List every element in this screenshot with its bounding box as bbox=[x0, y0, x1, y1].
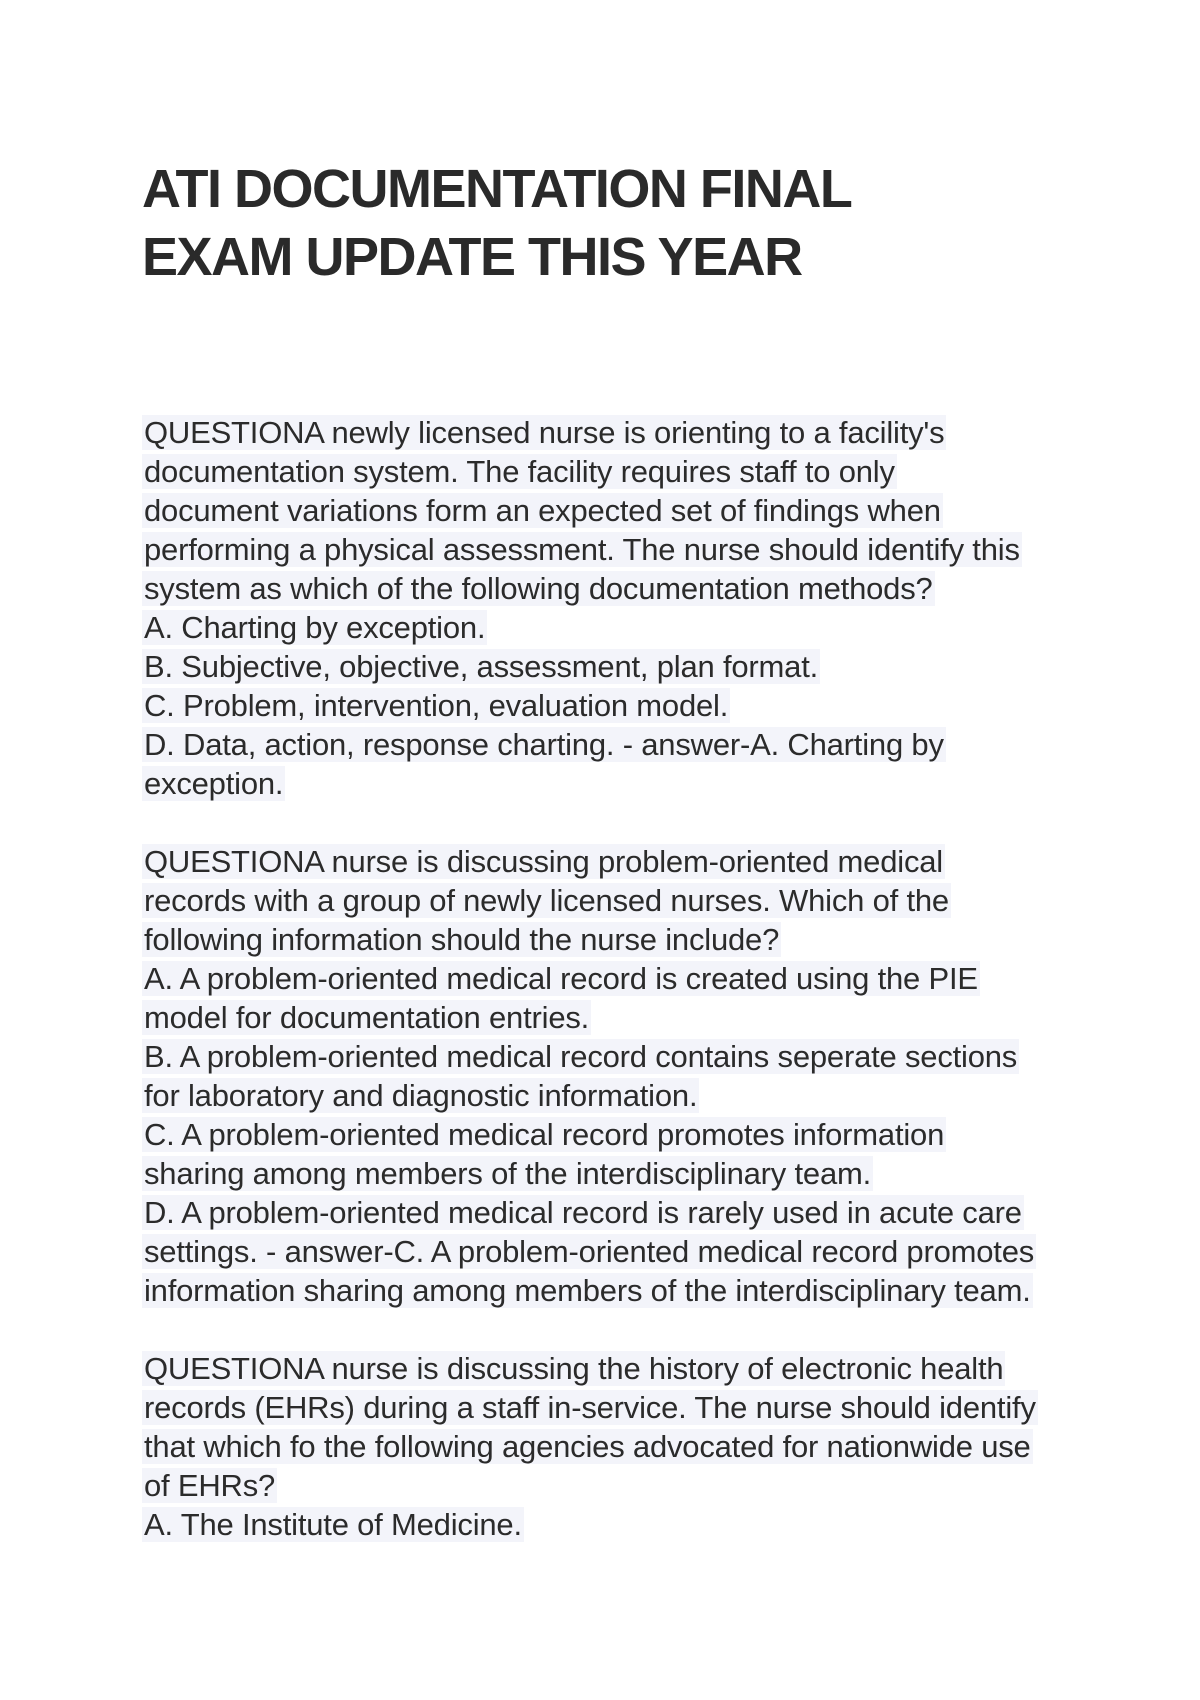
title-line-1: ATI DOCUMENTATION FINAL bbox=[142, 159, 852, 219]
question-3-line: that which fo the following agencies advocated for nationwide use bbox=[144, 1429, 1031, 1464]
question-block-2 bbox=[142, 842, 1080, 1310]
question-1-line: document variations form an expected set of findings when bbox=[144, 493, 941, 528]
question-2-option-c: sharing among members of the interdisciplinary team. bbox=[144, 1156, 872, 1191]
question-1-answer: exception. bbox=[144, 766, 284, 801]
document-title bbox=[142, 155, 902, 291]
question-3-line: records (EHRs) during a staff in-service. The nurse should identify bbox=[144, 1390, 1036, 1425]
question-2-option-c: C. A problem-oriented medical record promotes information bbox=[144, 1117, 945, 1152]
question-2-line: following information should the nurse include? bbox=[144, 922, 780, 957]
question-1-option-a: A. Charting by exception. bbox=[144, 610, 486, 645]
question-3-option-a: A. The Institute of Medicine. bbox=[144, 1507, 522, 1542]
question-2-answer: information sharing among members of the interdisciplinary team. bbox=[144, 1273, 1031, 1308]
question-block-1 bbox=[142, 413, 1080, 803]
question-1-option-d: D. Data, action, response charting. - answer-A. Charting by bbox=[144, 727, 944, 762]
question-2-option-a: model for documentation entries. bbox=[144, 1000, 590, 1035]
question-1-line: system as which of the following documentation methods? bbox=[144, 571, 933, 606]
question-2-line: QUESTIONA nurse is discussing problem-oriented medical bbox=[144, 844, 943, 879]
questions-list bbox=[142, 413, 1080, 1544]
question-2-line: records with a group of newly licensed nurses. Which of the bbox=[144, 883, 949, 918]
question-2-option-b: B. A problem-oriented medical record contains seperate sections bbox=[144, 1039, 1018, 1074]
question-1-line: performing a physical assessment. The nurse should identify this bbox=[144, 532, 1020, 567]
question-block-3 bbox=[142, 1349, 1080, 1544]
question-1-line: QUESTIONA newly licensed nurse is orienting to a facility's bbox=[144, 415, 945, 450]
question-1-line: documentation system. The facility requires staff to only bbox=[144, 454, 895, 489]
question-3-line: of EHRs? bbox=[144, 1468, 276, 1503]
question-3-line: QUESTIONA nurse is discussing the history of electronic health bbox=[144, 1351, 1004, 1386]
question-2-answer: settings. - answer-C. A problem-oriented medical record promotes bbox=[144, 1234, 1035, 1269]
question-1-option-c: C. Problem, intervention, evaluation model. bbox=[144, 688, 729, 723]
question-2-option-a: A. A problem-oriented medical record is created using the PIE bbox=[144, 961, 978, 996]
question-2-option-d: D. A problem-oriented medical record is rarely used in acute care bbox=[144, 1195, 1022, 1230]
question-2-option-b: for laboratory and diagnostic information. bbox=[144, 1078, 698, 1113]
title-line-2: EXAM UPDATE THIS YEAR bbox=[142, 227, 802, 287]
question-1-option-b: B. Subjective, objective, assessment, plan format. bbox=[144, 649, 819, 684]
